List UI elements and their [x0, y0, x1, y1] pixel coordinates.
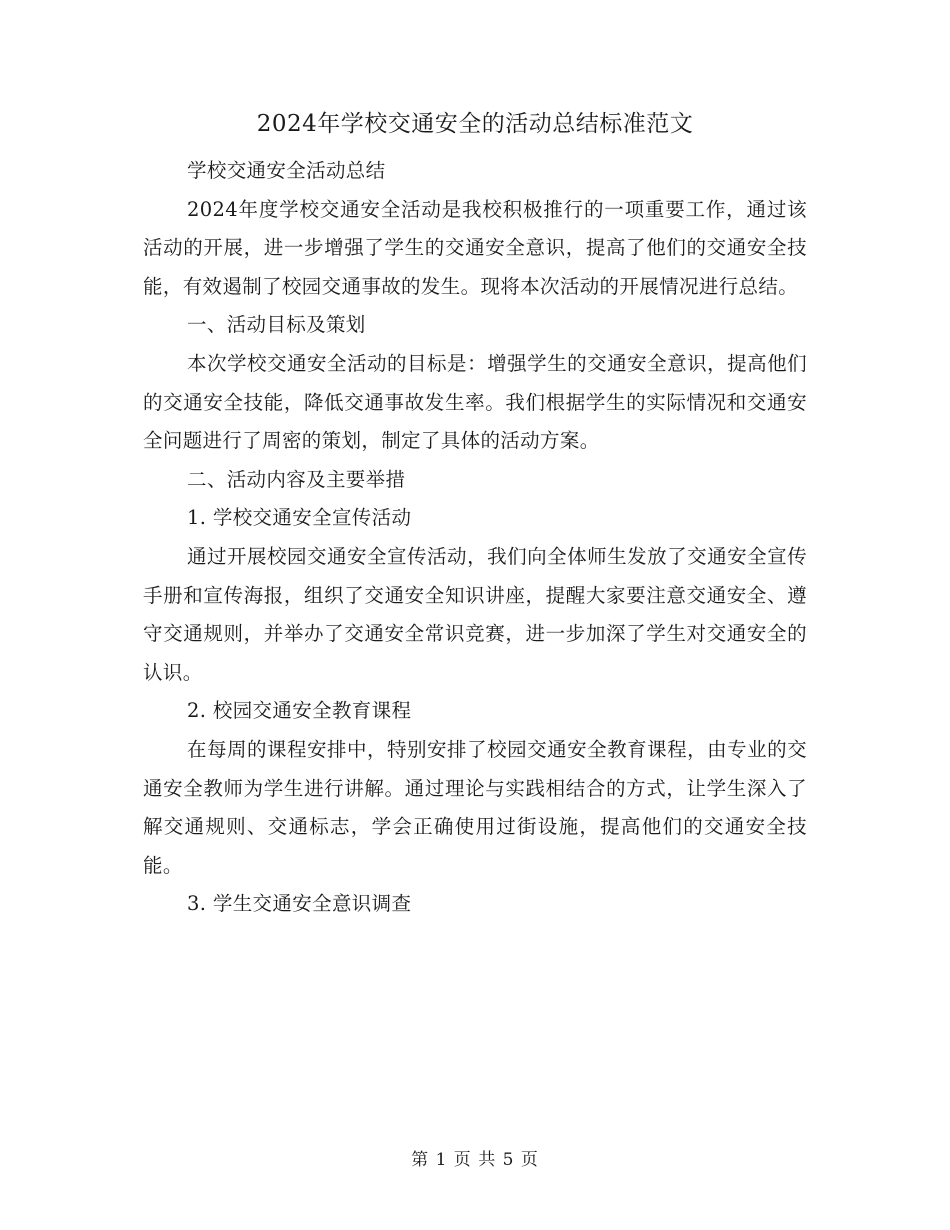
- paragraph-goals: 本次学校交通安全活动的目标是：增强学生的交通安全意识，提高他们的交通安全技能，降低交通事故发生率。我们根据学生的实际情况和交通安全问题进行了周密的策划，制定了具体的活动方案。: [143, 351, 807, 453]
- paragraph-intro: 2024年度学校交通安全活动是我校积极推行的一项重要工作，通过该活动的开展，进一步增强了学生的交通安全意识，提高了他们的交通安全技能，有效遏制了校园交通事故的发生。现将本次活动的开展情况进行总结。: [143, 197, 807, 298]
- document-title: 2024年学校交通安全的活动总结标准范文: [256, 111, 694, 137]
- section-heading-goals: 一、活动目标及策划: [187, 313, 366, 337]
- page-number-footer: 第 1 页 共 5 页: [411, 1150, 539, 1170]
- paragraph-course: 在每周的课程安排中，特别安排了校园交通安全教育课程，由专业的交通安全教师为学生进行讲解。通过理论与实践相结合的方式，让学生深入了解交通规则、交通标志，学会正确使用过街设施，提高他们的交通安全技能。: [143, 737, 807, 877]
- section-heading-measures: 二、活动内容及主要举措: [187, 467, 406, 491]
- paragraph-publicity: 通过开展校园交通安全宣传活动，我们向全体师生发放了交通安全宣传手册和宣传海报，组织了交通安全知识讲座，提醒大家要注意交通安全、遵守交通规则，并举办了交通安全常识竞赛，进一步加深了学生对交通安全的认识。: [143, 544, 807, 684]
- document-body: [143, 152, 807, 924]
- subheading-survey: 3. 学生交通安全意识调查: [187, 892, 412, 916]
- paragraph-subtitle: 学校交通安全活动总结: [187, 159, 386, 182]
- subheading-course: 2. 校园交通安全教育课程: [187, 699, 412, 723]
- subheading-publicity: 1. 学校交通安全宣传活动: [187, 506, 412, 530]
